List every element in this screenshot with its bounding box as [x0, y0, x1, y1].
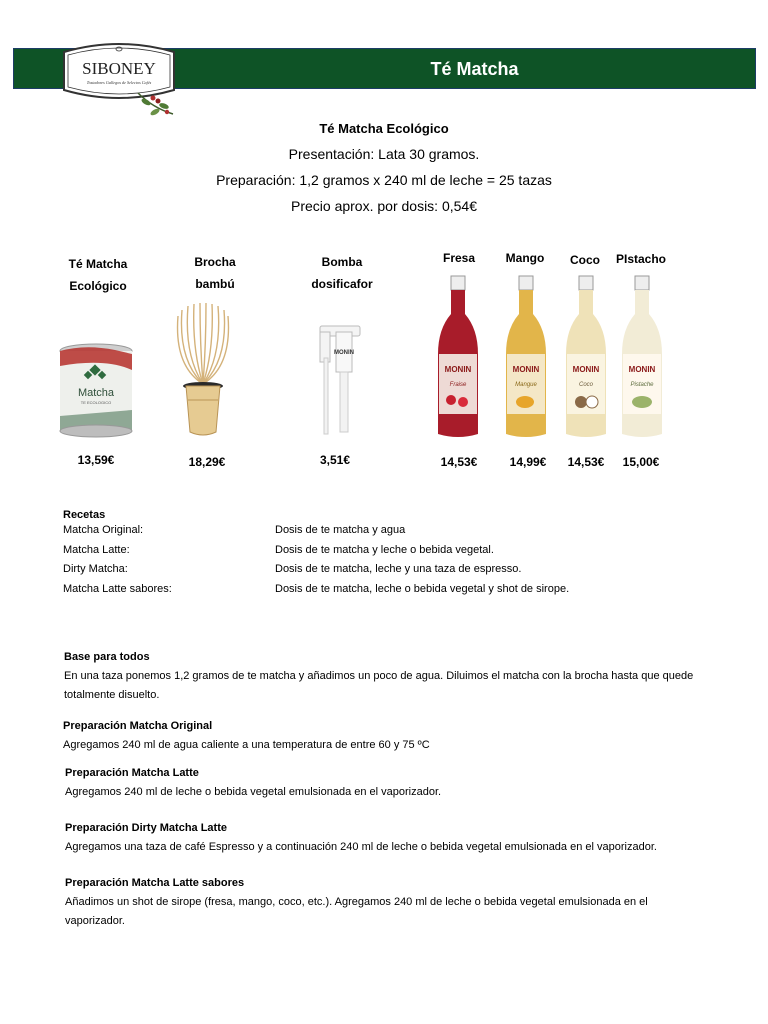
recipe-row	[63, 543, 494, 564]
section-dirty	[65, 819, 705, 857]
bottle-brand-pistacho: MONIN	[628, 365, 656, 374]
price-matcha: 13,59€	[77, 453, 115, 467]
presentation-text: Presentación: Lata 30 gramos.	[288, 146, 480, 162]
recipe-row	[63, 582, 570, 603]
recipe-desc: Dosis de te matcha, leche y una taza de espresso.	[275, 563, 522, 575]
pump-brand-text: MONIN	[334, 350, 354, 356]
price-fresa: 14,53€	[440, 455, 478, 469]
price-mango: 14,99€	[509, 455, 547, 469]
section-heading: Preparación Matcha Original	[63, 720, 213, 732]
page-title: Té Matcha	[430, 59, 519, 79]
bottle-flavor-mango: Mangue	[515, 382, 537, 388]
price-brocha: 18,29€	[188, 455, 226, 469]
price-pistacho: 15,00€	[622, 455, 660, 469]
syrup-bottle-pistacho	[617, 274, 667, 442]
product-name: Té Matcha Ecológico	[319, 121, 449, 136]
product-label-pistacho: PIstacho	[615, 252, 666, 266]
section-text: Añadimos un shot de sirope (fresa, mango, coco, etc.). Agregamos 240 ml de leche o bebida vegetal emulsionada en el vaporizador.	[65, 896, 648, 927]
product-label-fresa: Fresa	[442, 251, 476, 265]
price-coco: 14,53€	[567, 455, 605, 469]
product-label-brocha: Brocha bambú	[194, 255, 236, 291]
matcha-tin-image	[55, 340, 137, 440]
syrup-bottle-mango	[501, 274, 551, 442]
syrup-bottle-coco	[561, 274, 611, 442]
dosing-pump-image	[316, 318, 364, 438]
section-sabores	[65, 874, 705, 931]
product-label-bomba: Bomba dosificafor	[311, 255, 373, 291]
recipes-table	[63, 509, 570, 602]
section-heading: Preparación Dirty Matcha Latte	[65, 822, 227, 834]
section-heading: Base para todos	[64, 651, 150, 663]
bottle-brand-coco: MONIN	[572, 365, 600, 374]
recipes-heading: Recetas	[63, 509, 106, 521]
recipe-name: Matcha Latte sabores:	[63, 582, 172, 595]
recipe-row	[63, 524, 406, 544]
recipe-desc: Dosis de te matcha y leche o bebida vegetal.	[275, 543, 494, 556]
preparation-text: Preparación: 1,2 gramos x 240 ml de leche = 25 tazas	[216, 172, 552, 188]
recipe-row	[63, 563, 522, 583]
bottle-flavor-coco: Coco	[578, 382, 594, 388]
price-per-dose-text: Precio aprox. por dosis: 0,54€	[291, 198, 477, 214]
bottle-flavor-fresa: Fraise	[449, 382, 467, 388]
section-text: Agregamos 240 ml de leche o bebida vegetal emulsionada en el vaporizador.	[65, 786, 442, 798]
section-base	[64, 648, 704, 705]
product-label-matcha: Té Matcha Ecológico	[68, 257, 128, 293]
logo-text: SIBONEY	[82, 59, 156, 78]
siboney-logo	[58, 38, 180, 120]
bottle-flavor-pistacho: Pistache	[630, 382, 654, 388]
bottle-brand-mango: MONIN	[512, 365, 540, 374]
price-bomba: 3,51€	[319, 453, 351, 467]
product-label-coco: Coco	[570, 253, 600, 267]
recipe-desc: Dosis de te matcha, leche o bebida vegetal y shot de sirope.	[275, 582, 570, 595]
recipe-name: Matcha Latte:	[63, 543, 130, 556]
section-text: En una taza ponemos 1,2 gramos de te matcha y añadimos un poco de agua. Diluimos el matcha con la brocha hasta que quede totalmente disuelto.	[64, 670, 694, 701]
recipe-name: Dirty Matcha:	[63, 563, 128, 575]
section-original	[63, 717, 703, 755]
section-latte	[65, 764, 705, 802]
recipe-desc: Dosis de te matcha y agua	[275, 524, 406, 536]
product-label-mango: Mango	[505, 251, 545, 265]
syrup-bottle-fresa	[433, 274, 483, 442]
section-heading: Preparación Matcha Latte	[65, 767, 199, 779]
bottle-brand-fresa: MONIN	[444, 365, 472, 374]
bamboo-whisk-image	[172, 300, 234, 445]
recipe-name: Matcha Original:	[63, 524, 144, 536]
logo-tagline: Tostadores Gallegos de Selectos Cafés	[86, 80, 152, 85]
section-text: Agregamos una taza de café Espresso y a continuación 240 ml de leche o bebida vegetal emulsionada en el vaporizador.	[65, 841, 657, 853]
matcha-tin-sublabel: TE ECOLOGICO	[80, 400, 112, 405]
section-text: Agregamos 240 ml de agua caliente a una temperatura de entre 60 y 75 ºC	[63, 739, 430, 751]
matcha-tin-label: Matcha	[77, 387, 115, 399]
section-heading: Preparación Matcha Latte sabores	[65, 877, 245, 889]
